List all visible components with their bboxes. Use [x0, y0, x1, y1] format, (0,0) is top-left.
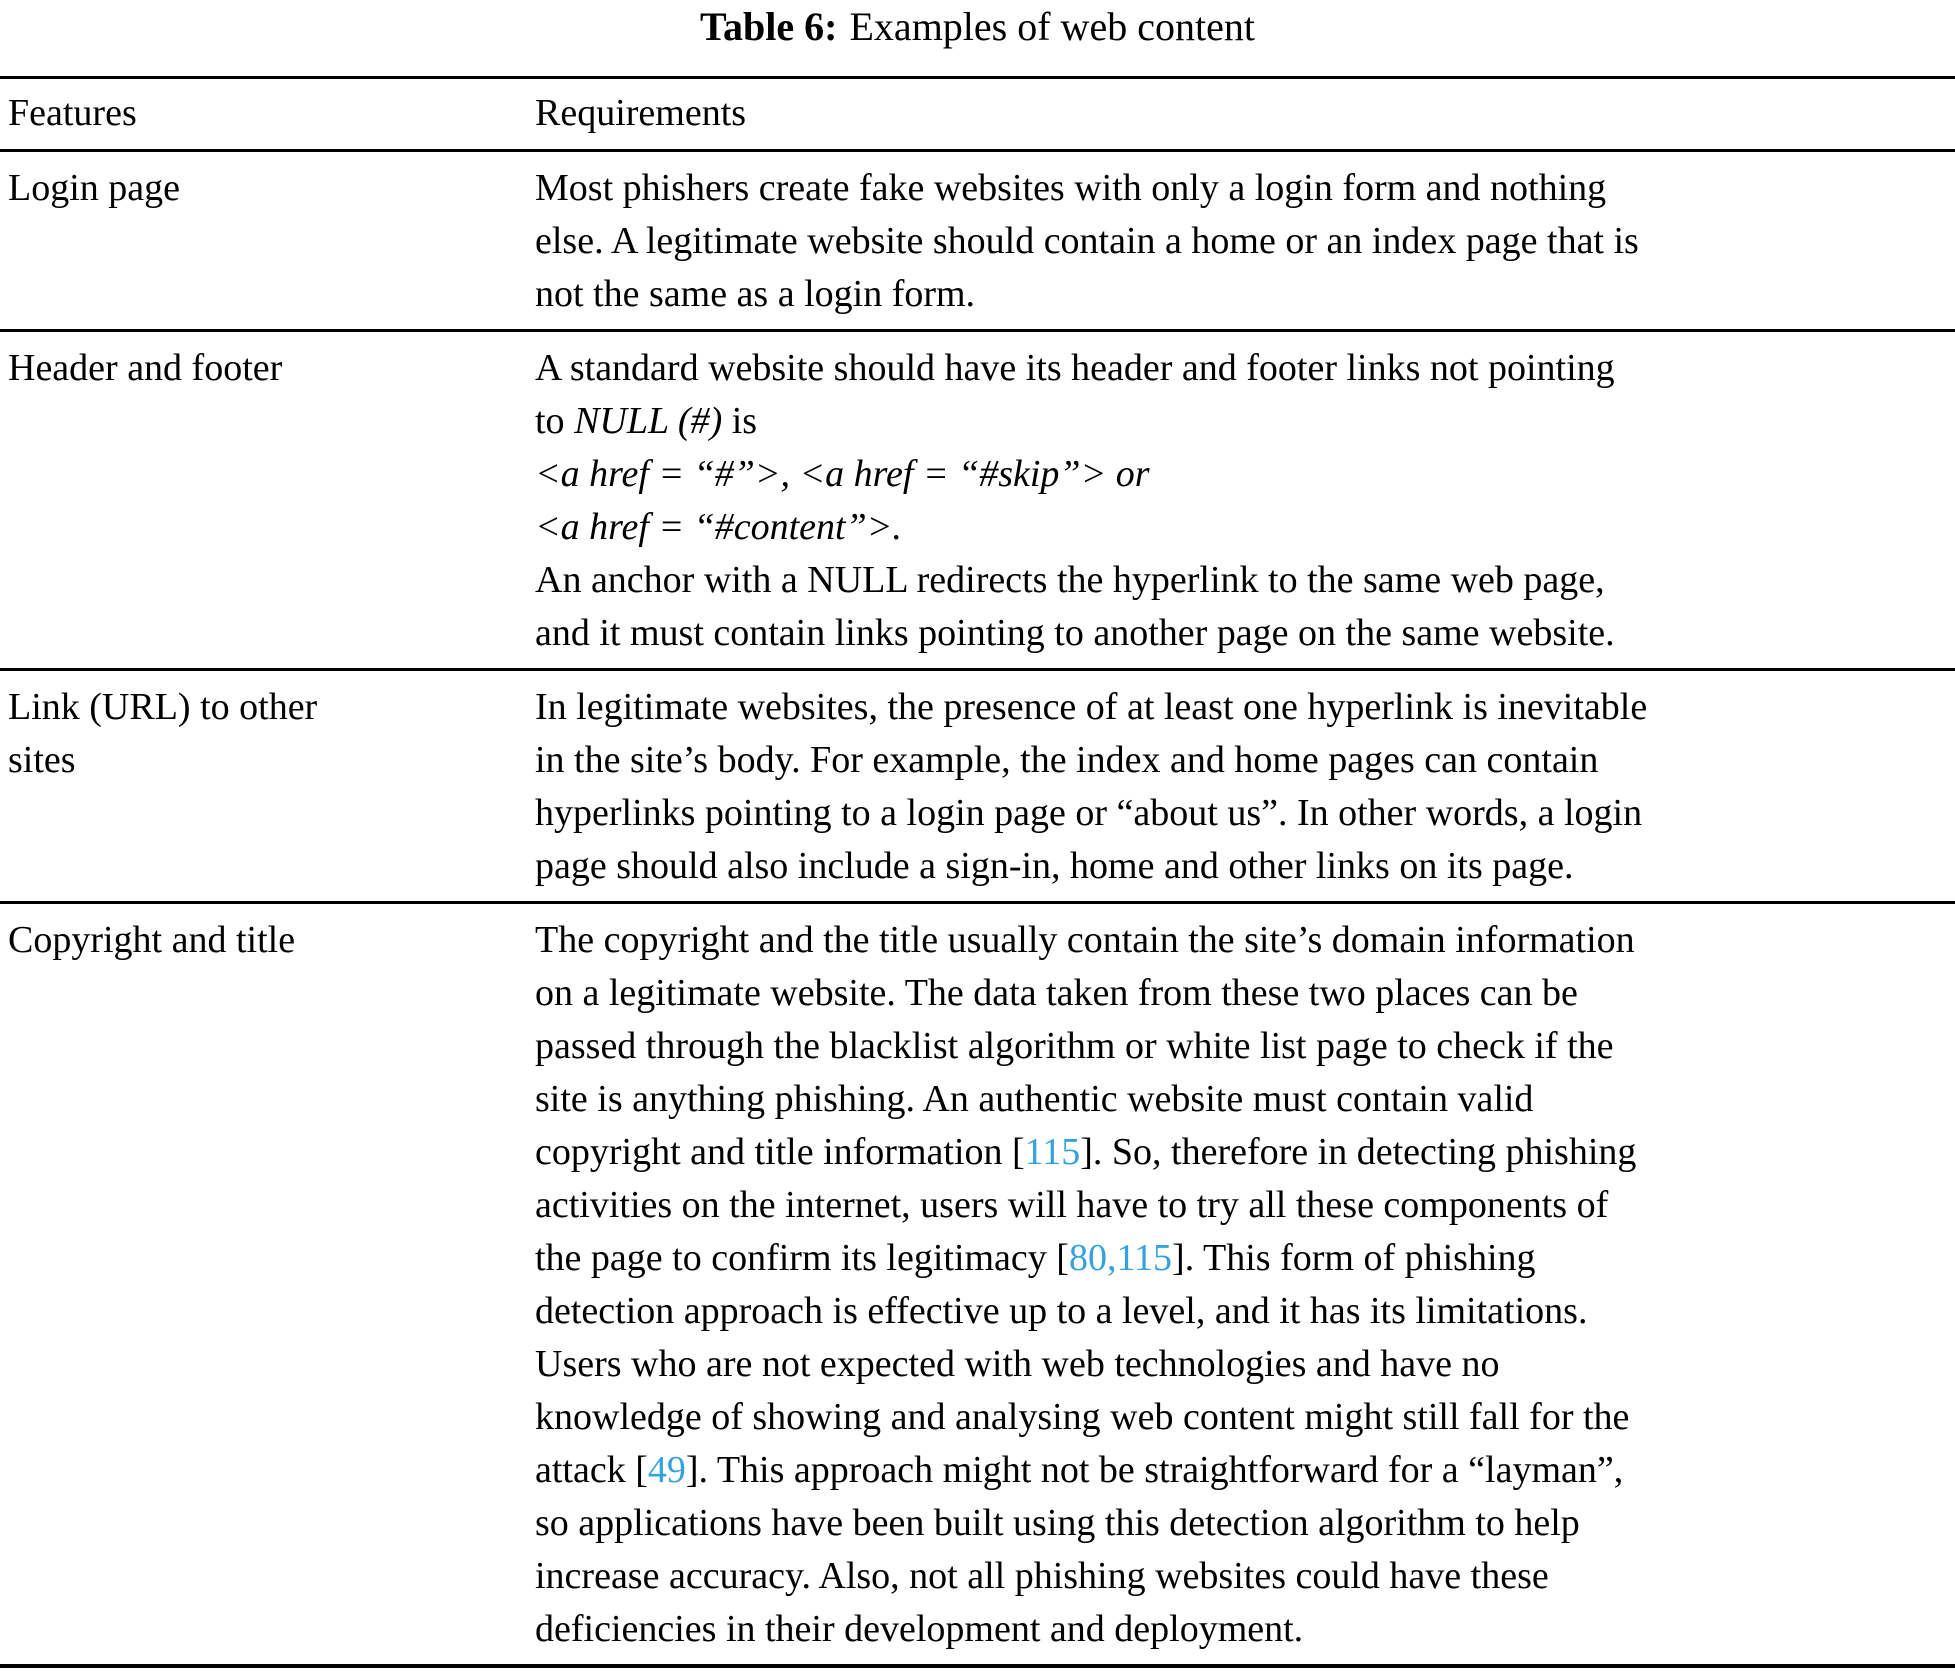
requirement-text-line — [535, 501, 1949, 554]
requirement-text-line — [535, 215, 1949, 268]
paper-page — [0, 4, 1955, 1668]
table-row — [0, 152, 1955, 329]
table-caption-text: Examples of web content — [849, 4, 1255, 49]
requirement-text-line — [535, 734, 1949, 787]
feature-label-line: sites — [8, 739, 76, 781]
body-text: on a legitimate website. The data taken from these two places can be — [535, 972, 1578, 1014]
table-row — [0, 332, 1955, 668]
body-text: else. A legitimate website should contain a home or an index page that is — [535, 220, 1639, 262]
column-header-features: Features — [8, 92, 137, 134]
requirement-text-line — [535, 1444, 1949, 1497]
body-text: site is anything phishing. An authentic website must contain valid — [535, 1078, 1534, 1120]
body-text: hyperlinks pointing to a login page or “about us”. In other words, a login — [535, 792, 1643, 834]
requirement-text-line — [535, 1285, 1949, 1338]
body-text: so applications have been built using this detection algorithm to help — [535, 1502, 1580, 1544]
body-text: page should also include a sign-in, home and other links on its page. — [535, 845, 1574, 887]
requirement-text-line — [535, 1179, 1949, 1232]
feature-cell — [0, 681, 535, 893]
citation-link[interactable]: 115 — [1024, 1131, 1081, 1173]
requirement-text-line — [535, 967, 1949, 1020]
feature-cell — [0, 914, 535, 1656]
body-text: Most phishers create fake websites with only a login form and nothing — [535, 167, 1607, 209]
body-text: deficiencies in their development and deployment. — [535, 1608, 1304, 1650]
requirement-text-line — [535, 1073, 1949, 1126]
requirement-text-line — [535, 607, 1949, 660]
body-text: The copyright and the title usually contain the site’s domain information — [535, 919, 1635, 961]
requirement-text-line — [535, 342, 1949, 395]
requirement-text-line — [535, 1020, 1949, 1073]
italic-text: <a href = “#content”>. — [535, 506, 902, 548]
requirement-text-line — [535, 554, 1949, 607]
requirement-cell — [535, 162, 1955, 321]
body-text: copyright and title information [ — [535, 1131, 1025, 1173]
web-content-table — [0, 76, 1955, 1668]
requirement-text-line — [535, 448, 1949, 501]
body-text: is — [722, 400, 758, 442]
column-header-requirements: Requirements — [535, 92, 747, 134]
requirement-text-line — [535, 681, 1949, 734]
feature-label-line: Link (URL) to other — [8, 686, 318, 728]
feature-cell — [0, 162, 535, 321]
table-row — [0, 904, 1955, 1664]
table-row — [0, 671, 1955, 901]
requirement-text-line — [535, 1126, 1949, 1179]
body-text: ]. This approach might not be straightforward for a “layman”, — [685, 1449, 1624, 1491]
body-text: to — [535, 400, 575, 442]
body-text: not the same as a login form. — [535, 273, 976, 315]
table-body — [0, 152, 1955, 1668]
table-caption-label: Table 6: — [700, 4, 838, 49]
requirement-text-line — [535, 840, 1949, 893]
table-header-row — [0, 79, 1955, 149]
feature-label-line: Copyright and title — [8, 919, 296, 961]
requirement-text-line — [535, 1232, 1949, 1285]
body-text: activities on the internet, users will have to try all these components of — [535, 1184, 1609, 1226]
citation-link[interactable]: 80,115 — [1068, 1237, 1173, 1279]
body-text: Users who are not expected with web technologies and have no — [535, 1343, 1500, 1385]
requirement-cell — [535, 342, 1955, 660]
body-text: ]. So, therefore in detecting phishing — [1080, 1131, 1637, 1173]
body-text: In legitimate websites, the presence of at least one hyperlink is inevitable — [535, 686, 1648, 728]
body-text: ]. This form of phishing — [1172, 1237, 1536, 1279]
body-text: attack [ — [535, 1449, 648, 1491]
body-text: increase accuracy. Also, not all phishing websites could have these — [535, 1555, 1549, 1597]
requirement-cell — [535, 914, 1955, 1656]
body-text: An anchor with a NULL redirects the hyperlink to the same web page, — [535, 559, 1605, 601]
table-caption — [0, 4, 1955, 50]
italic-text: <a href = “#”>, <a href = “#skip”> or — [535, 453, 1150, 495]
requirement-text-line — [535, 1391, 1949, 1444]
feature-label-line: Header and footer — [8, 347, 283, 389]
requirement-text-line — [535, 1550, 1949, 1603]
requirement-text-line — [535, 268, 1949, 321]
requirement-text-line — [535, 1338, 1949, 1391]
citation-link[interactable]: 49 — [647, 1449, 686, 1491]
feature-label-line: Login page — [8, 167, 181, 209]
requirement-text-line — [535, 1497, 1949, 1550]
body-text: knowledge of showing and analysing web content might still fall for the — [535, 1396, 1630, 1438]
body-text: detection approach is effective up to a level, and it has its limitations. — [535, 1290, 1588, 1332]
body-text: and it must contain links pointing to another page on the same website. — [535, 612, 1615, 654]
italic-text: NULL (#) — [574, 400, 723, 442]
requirement-cell — [535, 681, 1955, 893]
feature-cell — [0, 342, 535, 660]
body-text: in the site’s body. For example, the index and home pages can contain — [535, 739, 1599, 781]
requirement-text-line — [535, 1603, 1949, 1656]
requirement-text-line — [535, 914, 1949, 967]
body-text: the page to confirm its legitimacy [ — [535, 1237, 1069, 1279]
table-bottom-rule — [0, 1664, 1955, 1668]
requirement-text-line — [535, 787, 1949, 840]
body-text: passed through the blacklist algorithm or white list page to check if the — [535, 1025, 1614, 1067]
body-text: A standard website should have its header and footer links not pointing — [535, 347, 1615, 389]
requirement-text-line — [535, 162, 1949, 215]
requirement-text-line — [535, 395, 1949, 448]
